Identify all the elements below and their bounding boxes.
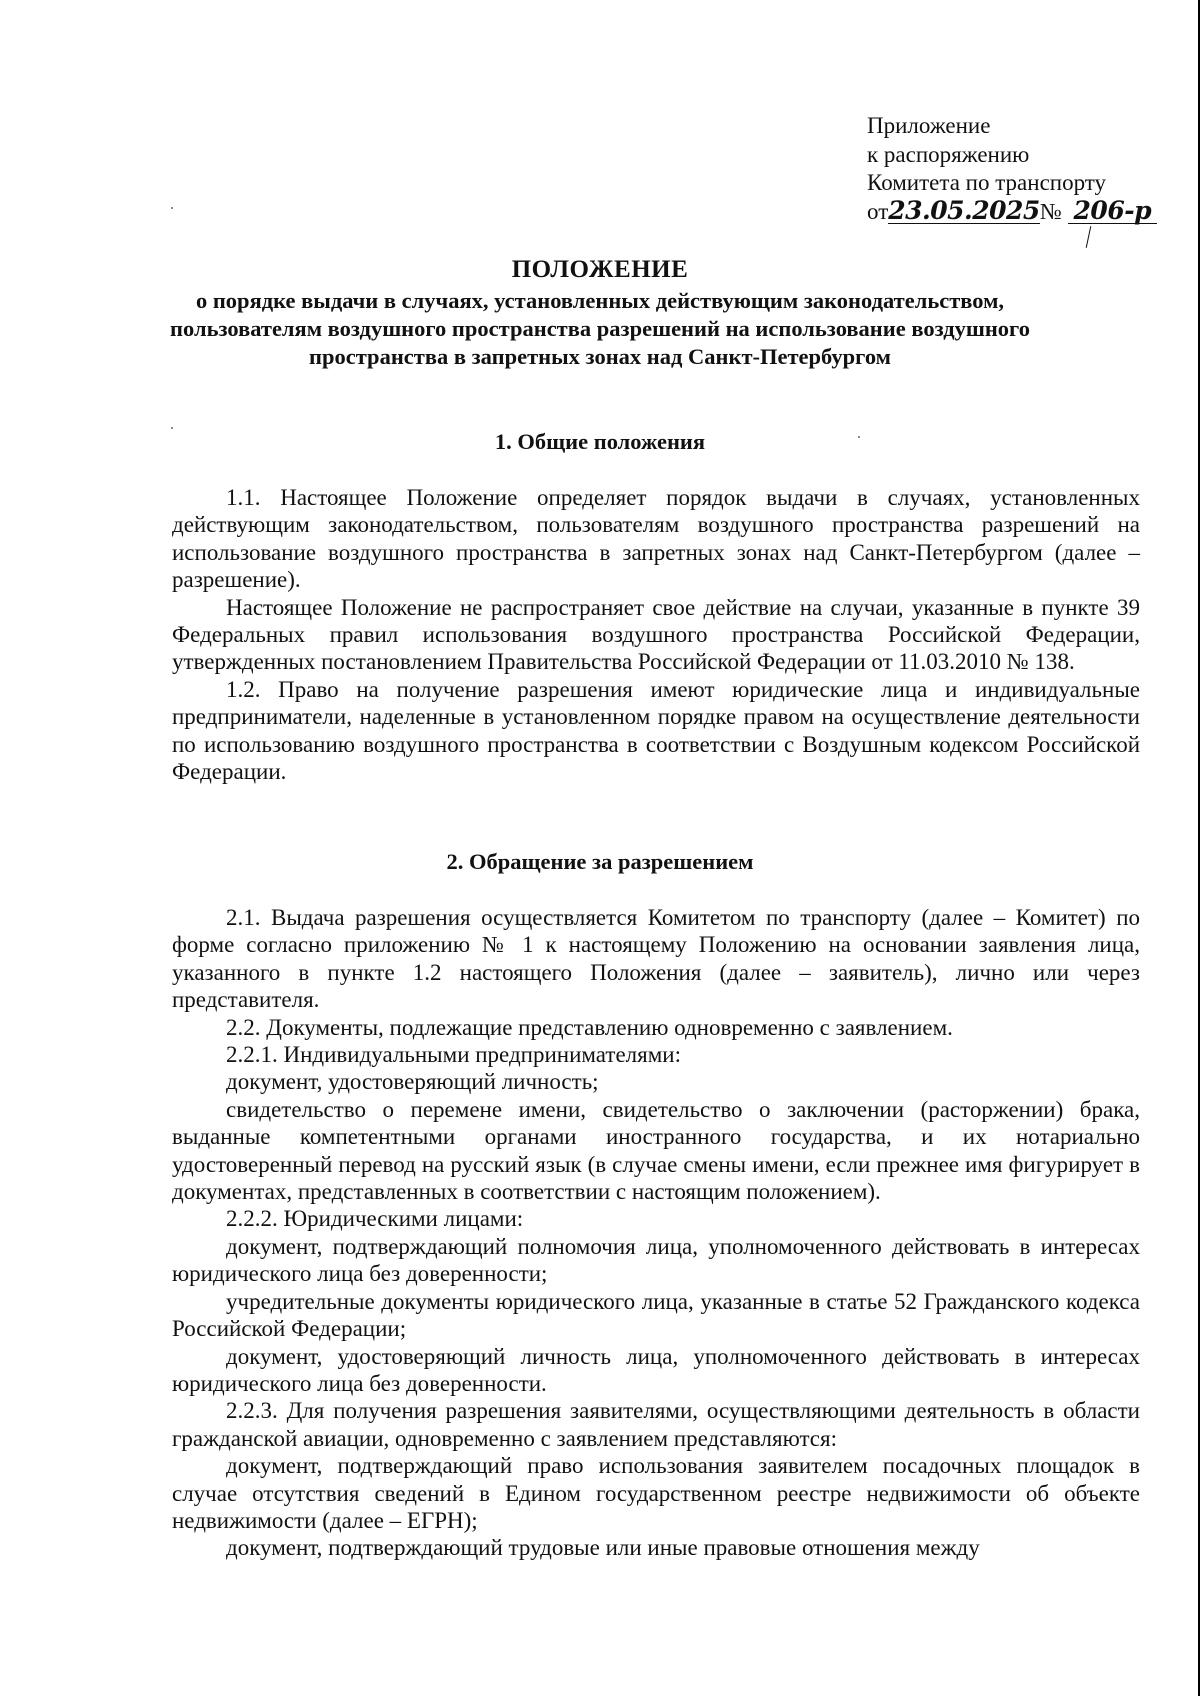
approval-line-1: Приложение	[867, 113, 991, 138]
paragraph: документ, подтверждающий право использования заявителем посадочных площадок в случае отсутствия сведений в Едином государственном реестре недвижимости об объекте недвижимости (далее – ЕГРН);	[172, 1453, 1140, 1533]
section-1-heading: 1. Общие положения	[494, 429, 706, 454]
section-2-body	[172, 904, 1140, 1562]
approval-block	[867, 112, 1167, 226]
section-2-heading: 2. Обращение за разрешением	[446, 849, 754, 874]
date-prefix: от	[867, 198, 889, 224]
paragraph: Настоящее Положение не распространяет свое действие на случаи, указанные в пункте 39 Федеральных правил использования воздушного пространства Российской Федерации, утвержденных постановлением Правительства Российской Федерации от 11.03.2010 № 138.	[172, 594, 1140, 675]
paragraph: 2.2.2. Юридическими лицами:	[226, 1206, 524, 1232]
paragraph: документ, удостоверяющий личность;	[226, 1069, 599, 1095]
paragraph: учредительные документы юридического лица, указанные в статье 52 Гражданского кодекса Российской Федерации;	[172, 1288, 1140, 1342]
document-title: ПОЛОЖЕНИЕ	[511, 256, 689, 283]
subtitle-line: пространства в запретных зонах над Санкт-Петербургом	[309, 344, 891, 369]
handwritten-number: 206-р	[1068, 199, 1158, 224]
approval-line-2: к распоряжению	[867, 141, 1030, 167]
subtitle-line: пользователям воздушного пространства разрешений на использование воздушного	[170, 316, 1030, 341]
section-1-body	[172, 484, 1140, 785]
paragraph: 2.2.3. Для получения разрешения заявителями, осуществляющими деятельность в области гражданской авиации, одновременно с заявлением представляются:	[172, 1398, 1140, 1451]
paragraph: 1.1. Настоящее Положение определяет порядок выдачи в случаях, установленных действующим законодательством, пользователям воздушного пространства разрешений на использование воздушного пространства в запретных зонах над Санкт-Петербургом (далее – разрешение).	[172, 485, 1140, 593]
approval-line-3: Комитета по транспорту	[867, 170, 1107, 195]
paragraph: документ, подтверждающий трудовые или иные правовые отношения между	[226, 1535, 980, 1561]
paragraph: 2.2.1. Индивидуальными предпринимателями:	[226, 1042, 681, 1068]
paragraph: 2.2. Документы, подлежащие представлению одновременно с заявлением.	[226, 1014, 953, 1040]
pen-stroke	[1086, 226, 1092, 248]
paragraph: документ, подтверждающий полномочия лица, уполномоченного действовать в интересах юридического лица без доверенности;	[172, 1233, 1140, 1287]
scan-speck	[171, 207, 173, 209]
subtitle-line: о порядке выдачи в случаях, установленных действующим законодательством,	[195, 288, 1005, 313]
number-prefix: №	[1039, 198, 1062, 224]
approval-date-number-row	[867, 195, 1167, 227]
handwritten-date: 23.05.2025	[888, 195, 1040, 225]
paragraph: документ, удостоверяющий личность лица, уполномоченного действовать в интересах юридического лица без доверенности.	[172, 1343, 1140, 1396]
document-subtitle	[0, 287, 1200, 371]
paragraph: 1.2. Право на получение разрешения имеют юридические лица и индивидуальные предприниматели, наделенные в установленном порядке правом на осуществление деятельности по использованию воздушного пространства в соответствии с Воздушным кодексом Российской Федерации.	[172, 676, 1140, 785]
paragraph: 2.1. Выдача разрешения осуществляется Комитетом по транспорту (далее – Комитет) по форме согласно приложению № 1 к настоящему Положению на основании заявления лица, указанного в пункте 1.2 настоящего Положения (далее – заявитель), лично или через представителя.	[172, 905, 1140, 1013]
paragraph: свидетельство о перемене имени, свидетельство о заключении (расторжении) брака, выданные компетентными органами иностранного государства, и их нотариально удостоверенный перевод на русский язык (в случае смены имени, если прежнее имя фигурирует в документах, представленных в соответствии с настоящим положением).	[172, 1096, 1140, 1205]
